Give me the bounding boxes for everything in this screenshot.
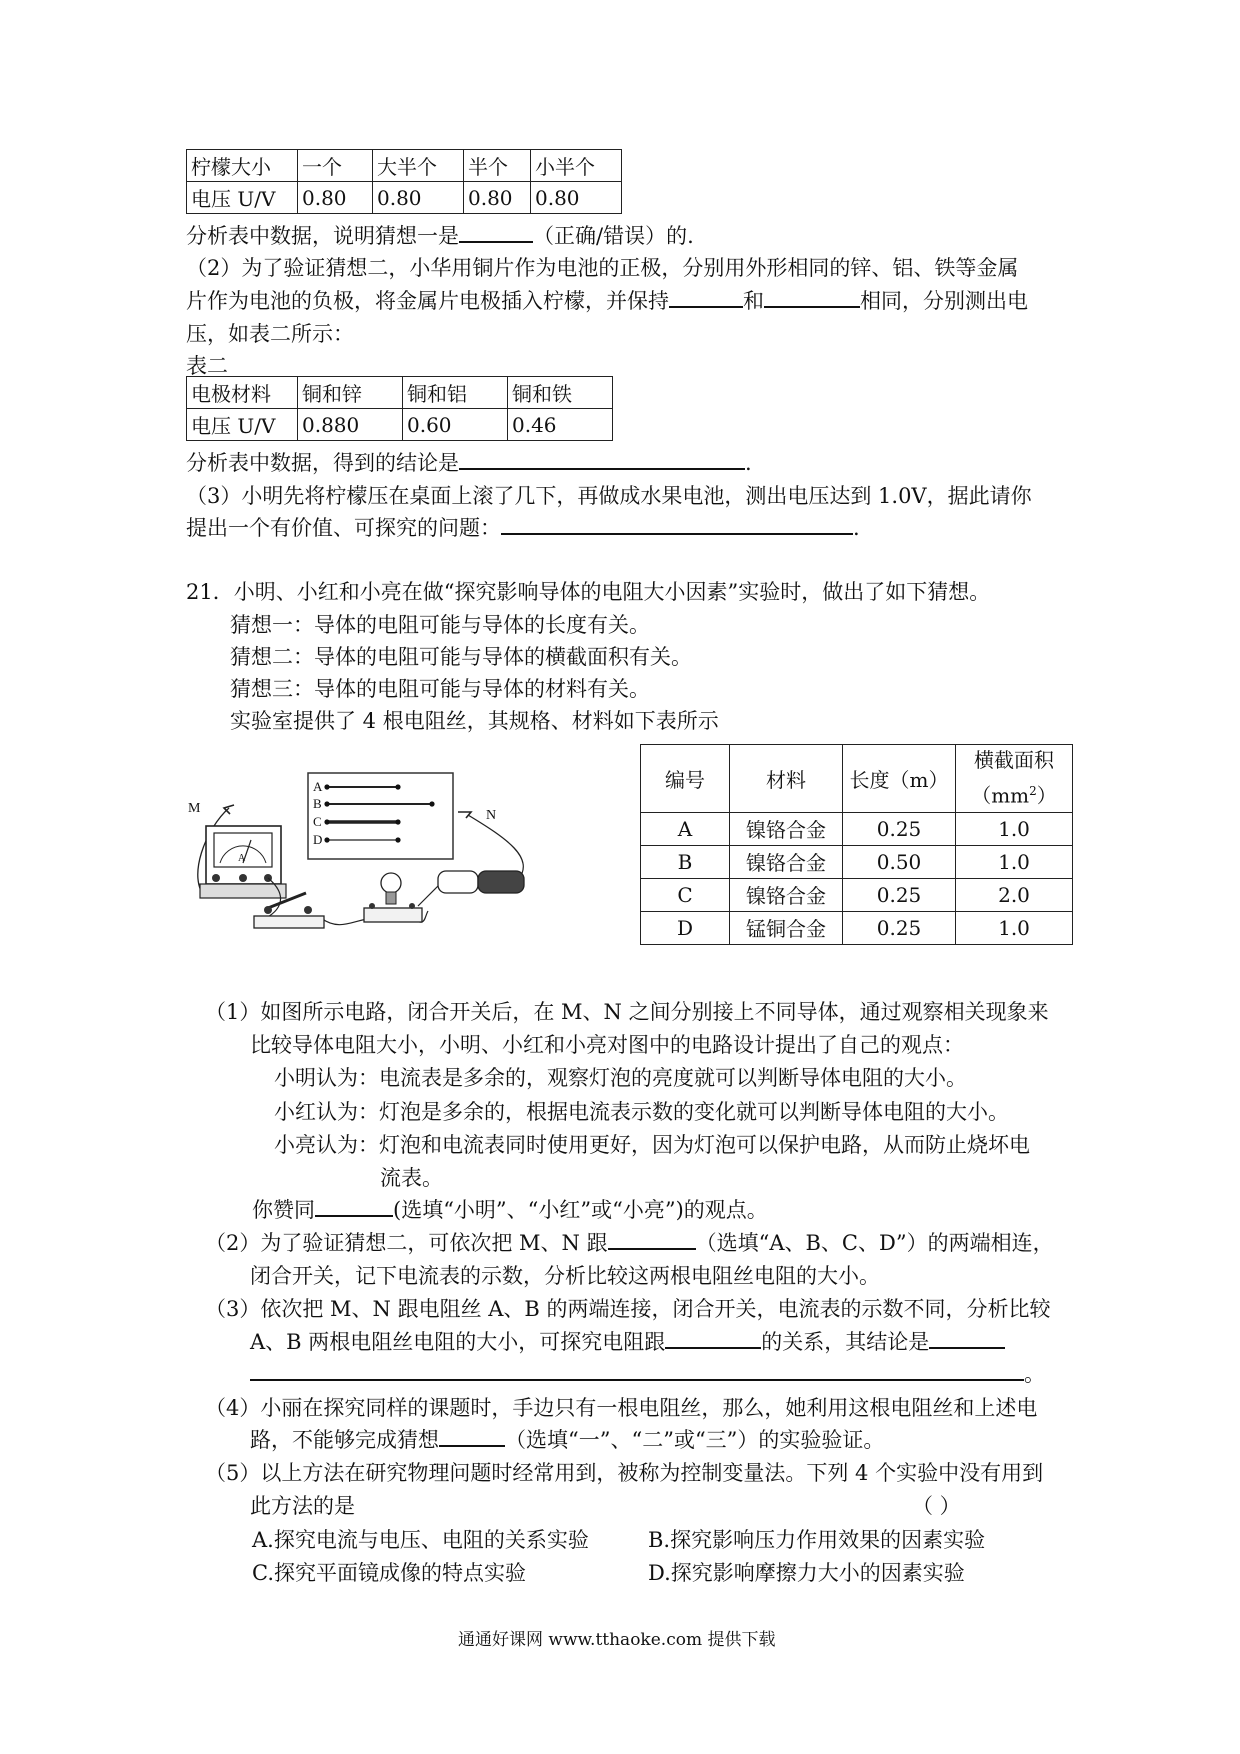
wire-board xyxy=(308,773,453,859)
answer-blank[interactable] xyxy=(764,288,860,308)
lab-supply-text: 实验室提供了 4 根电阻丝，其规格、材料如下表所示 xyxy=(230,709,719,733)
table-cell: 铜和铝 xyxy=(403,377,508,409)
sub5-line1: （5）以上方法在研究物理问题时经常用到，被称为控制变量法。下列 4 个实验中没有用到 xyxy=(205,1461,1044,1485)
table-header-row xyxy=(641,745,1073,813)
answer-blank[interactable] xyxy=(439,1427,505,1447)
table-row xyxy=(641,911,1073,944)
wire-spec-table xyxy=(640,744,1073,945)
question-2-line3: 压，如表二所示： xyxy=(186,322,354,346)
table-cell: 电压 U/V xyxy=(187,182,298,214)
table2-conclusion: 分析表中数据，得到的结论是 . xyxy=(186,451,752,475)
table-cell: 0.880 xyxy=(298,409,403,441)
wire-label-c: C xyxy=(313,814,322,829)
sub1-xiaoliang: 小亮认为：灯泡和电流表同时使用更好，因为灯泡可以保护电路，从而防止烧坏电 xyxy=(274,1133,1030,1157)
question-3-line1: （3）小明先将柠檬压在桌面上滚了几下，再做成水果电池，测出电压达到 1.0V，据此请你 xyxy=(186,484,1032,508)
table-cell: 0.80 xyxy=(298,182,373,214)
table-cell: 镍铬合金 xyxy=(730,845,843,878)
bulb-icon xyxy=(364,873,422,922)
table-row xyxy=(641,845,1073,878)
table-cell: 小半个 xyxy=(531,150,622,182)
svg-text:A: A xyxy=(238,853,246,864)
battery-icon xyxy=(418,871,524,906)
table-cell: 柠檬大小 xyxy=(187,150,298,182)
page-footer: 通通好课网 www.tthaoke.com 提供下载 xyxy=(458,1630,776,1650)
question-3-line2: 提出一个有价值、可探究的问题： . xyxy=(186,516,860,540)
table-row xyxy=(187,150,622,182)
table-cell: 1.0 xyxy=(956,845,1073,878)
answer-blank[interactable] xyxy=(501,515,853,535)
table-cell: 1.0 xyxy=(956,911,1073,944)
header-cell: 材料 xyxy=(730,745,843,813)
answer-parentheses[interactable]: （ ） xyxy=(912,1494,961,1518)
lemon-size-table xyxy=(186,149,622,214)
terminal-m-label: M xyxy=(188,801,201,816)
table-cell: 0.80 xyxy=(464,182,531,214)
answer-blank[interactable] xyxy=(315,1197,393,1217)
table-cell: 0.25 xyxy=(843,812,956,845)
question-2-line1: （2）为了验证猜想二，小华用铜片作为电池的正极，分别用外形相同的锌、铝、铁等金属 xyxy=(186,256,1019,280)
sub4-line1: （4）小丽在探究同样的课题时，手边只有一根电阻丝，那么，她利用这根电阻丝和上述电 xyxy=(205,1396,1038,1420)
answer-blank[interactable] xyxy=(608,1230,696,1250)
table-cell: 0.25 xyxy=(843,911,956,944)
table-cell: 半个 xyxy=(464,150,531,182)
sub5-line2: 此方法的是 xyxy=(250,1494,355,1518)
table-row xyxy=(641,878,1073,911)
sub1-line1: （1）如图所示电路，闭合开关后，在 M、N 之间分别接上不同导体，通过观察相关现象来 xyxy=(205,1000,1049,1024)
table-cell: 一个 xyxy=(298,150,373,182)
electrode-table xyxy=(186,376,613,441)
table-cell: 1.0 xyxy=(956,812,1073,845)
ammeter-icon xyxy=(200,826,286,898)
table-cell: A xyxy=(641,812,730,845)
table-row xyxy=(641,812,1073,845)
table-cell: 铜和锌 xyxy=(298,377,403,409)
table-cell: 0.80 xyxy=(531,182,622,214)
table-cell: 电极材料 xyxy=(187,377,298,409)
table-row xyxy=(187,182,622,214)
question-2-line2: 片作为电池的负极，将金属片电极插入柠檬，并保持 和 相同，分别测出电 xyxy=(186,289,1028,313)
table-cell: 镍铬合金 xyxy=(730,878,843,911)
header-cell: 横截面积 $(mm^2)$ xyxy=(956,745,1073,813)
sub2-line2: 闭合开关，记下电流表的示数，分析比较这两根电阻丝电阻的大小。 xyxy=(250,1264,880,1288)
sub1-xiaoliang-cont: 流表。 xyxy=(380,1166,443,1190)
table2-caption: 表二 xyxy=(186,354,228,378)
sub1-answer: 你赞同 (选填“小明”、“小红”或“小亮”)的观点。 xyxy=(252,1198,768,1222)
table-cell: 0.80 xyxy=(373,182,464,214)
option-c: C.探究平面镜成像的特点实验 xyxy=(252,1561,526,1585)
table-row xyxy=(187,377,613,409)
wire-label-b: B xyxy=(313,796,322,811)
table-cell: 0.46 xyxy=(508,409,613,441)
sub3-line2: A、B 两根电阻丝电阻的大小，可探究电阻跟 的关系，其结论是 xyxy=(250,1326,1005,1356)
table-cell: D xyxy=(641,911,730,944)
answer-blank[interactable] xyxy=(665,1329,761,1349)
table-cell: 2.0 xyxy=(956,878,1073,911)
sub1-line2: 比较导体电阻大小，小明、小红和小亮对图中的电路设计提出了自己的观点： xyxy=(250,1033,964,1057)
guess-2: 猜想二：导体的电阻可能与导体的横截面积有关。 xyxy=(230,645,692,669)
answer-blank[interactable] xyxy=(459,450,745,470)
table-cell: 锰铜合金 xyxy=(730,911,843,944)
wire-label-d: D xyxy=(313,832,323,847)
problem-21-intro: 21．小明、小红和小亮在做“探究影响导体的电阻大小因素”实验时，做出了如下猜想。 xyxy=(186,580,991,604)
circuit-diagram xyxy=(188,768,586,943)
header-cell: 编号 xyxy=(641,745,730,813)
table-row xyxy=(187,409,613,441)
sub3-line3: 。 xyxy=(250,1358,1045,1388)
table-cell: B xyxy=(641,845,730,878)
option-b: B.探究影响压力作用效果的因素实验 xyxy=(648,1528,986,1552)
table-cell: 0.25 xyxy=(843,878,956,911)
option-a: A.探究电流与电压、电阻的关系实验 xyxy=(252,1528,589,1552)
guess-3: 猜想三：导体的电阻可能与导体的材料有关。 xyxy=(230,677,650,701)
answer-blank[interactable] xyxy=(250,1361,1024,1381)
sub2-line1: （2）为了验证猜想二，可依次把 M、N 跟 （选填“A、B、C、D”）的两端相连， xyxy=(205,1231,1054,1255)
table-cell: 0.50 xyxy=(843,845,956,878)
answer-blank[interactable] xyxy=(669,288,743,308)
table-cell: 镍铬合金 xyxy=(730,812,843,845)
table-cell: C xyxy=(641,878,730,911)
terminal-n-label: N xyxy=(486,808,497,823)
sub3-line1: （3）依次把 M、N 跟电阻丝 A、B 的两端连接，闭合开关，电流表的示数不同，分析比较 xyxy=(205,1297,1051,1321)
table-cell: 电压 U/V xyxy=(187,409,298,441)
answer-blank[interactable] xyxy=(459,223,533,243)
option-d: D.探究影响摩擦力大小的因素实验 xyxy=(648,1561,965,1585)
table-cell: 铜和铁 xyxy=(508,377,613,409)
guess-1: 猜想一：导体的电阻可能与导体的长度有关。 xyxy=(230,613,650,637)
header-cell: 长度（m） xyxy=(843,745,956,813)
table-cell: 大半个 xyxy=(373,150,464,182)
answer-blank[interactable] xyxy=(929,1329,1005,1349)
wire-label-a: A xyxy=(313,779,323,794)
table1-conclusion: 分析表中数据，说明猜想一是 （正确/错误）的. xyxy=(186,224,694,248)
table-cell: 0.60 xyxy=(403,409,508,441)
sub1-xiaohong: 小红认为：灯泡是多余的，根据电流表示数的变化就可以判断导体电阻的大小。 xyxy=(274,1100,1009,1124)
sub4-line2: 路，不能够完成猜想 （选填“一”、“二”或“三”）的实验验证。 xyxy=(250,1428,885,1452)
sub1-xiaoming: 小明认为：电流表是多余的，观察灯泡的亮度就可以判断导体电阻的大小。 xyxy=(274,1066,967,1090)
